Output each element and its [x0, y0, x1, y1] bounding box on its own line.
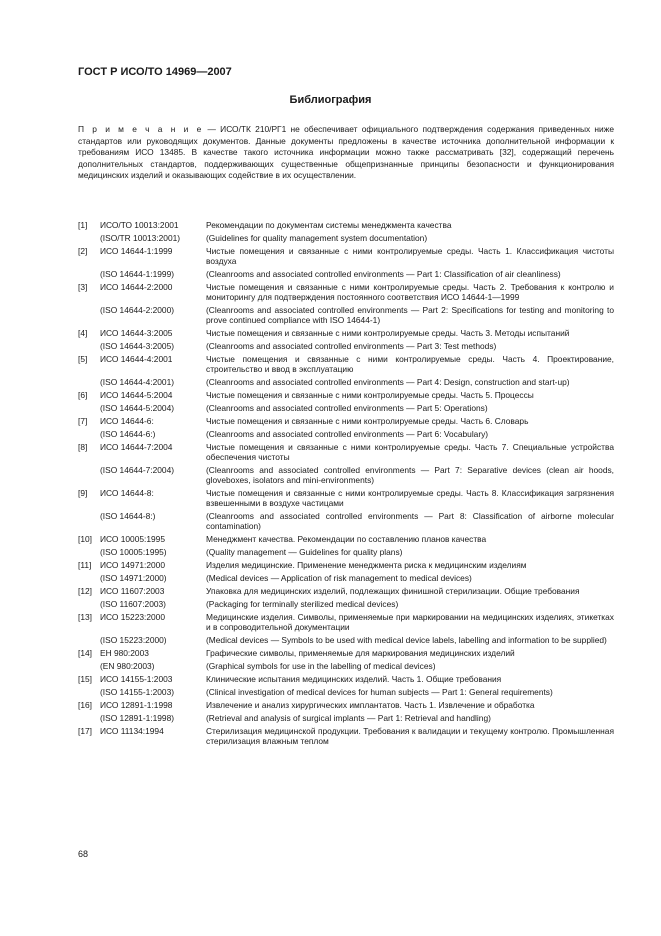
entry-standard: ИСО 14644-5:2004 [100, 390, 173, 400]
entry-description: (Medical devices — Application of risk management to medical devices) [206, 573, 472, 583]
entry-description: (Packaging for terminally sterilized medical devices) [206, 599, 399, 609]
entry-description: (Cleanrooms and associated controlled environments — Part 2: Specifications for testing and monitoring to prove continued compliance with ISO 14644-1) [206, 305, 614, 325]
entry-standard: (ISO 14155-1:2003) [100, 687, 175, 697]
page-number: 68 [78, 849, 89, 859]
entry-number [78, 687, 100, 697]
bibliography-entry [78, 573, 614, 583]
entry-number [78, 269, 100, 279]
bibliography-entry [78, 687, 614, 697]
entry-standard: (ISO/TR 10013:2001) [100, 233, 181, 243]
entry-number [78, 635, 100, 645]
entry-description: Клинические испытания медицинских изделий. Часть 1. Общие требования [206, 674, 502, 684]
bibliography-entry [78, 674, 614, 684]
entry-description: (Cleanrooms and associated controlled environments — Part 3: Test methods) [206, 341, 497, 351]
note-paragraph [78, 124, 614, 182]
bibliography-entry [78, 416, 614, 426]
entry-description: Менеджмент качества. Рекомендации по составлению планов качества [206, 534, 487, 544]
entry-standard: (ISO 14644-6:) [100, 429, 156, 439]
entry-description: Чистые помещения и связанные с ними контролируемые среды. Часть 5. Процессы [206, 390, 534, 400]
entry-description: (Clinical investigation of medical devices for human subjects — Part 1: General requirements) [206, 687, 553, 697]
bibliography-entry [78, 511, 614, 531]
bibliography-entry [78, 269, 614, 279]
entry-number: [17] [78, 726, 92, 736]
bibliography-list [78, 220, 614, 749]
bibliography-entry [78, 403, 614, 413]
bibliography-entry [78, 354, 614, 374]
bibliography-entry [78, 341, 614, 351]
entry-description: (Cleanrooms and associated controlled environments — Part 7: Separative devices (clean air hoods, gloveboxes, isolators and mini-environments) [206, 465, 614, 485]
entry-number [78, 661, 100, 671]
entry-description: Извлечение и анализ хирургических имплантатов. Часть 1. Извлечение и обработка [206, 700, 535, 710]
entry-description: Рекомендации по документам системы менеджмента качества [206, 220, 452, 230]
entry-number: [2] [78, 246, 88, 256]
entry-standard: (ISO 14644-3:2005) [100, 341, 175, 351]
entry-standard: ИСО 11134:1994 [100, 726, 164, 736]
bibliography-entry [78, 465, 614, 485]
note-text: — ИСО/ТК 210/РГ1 не обеспечивает официального подтверждения содержания приведенных ниже стандартов или руководящих документов. Данные документы предложены в качестве источника дополнительной информации к требованиям ИСО 13485. В качестве такого источника информации можно также рассматривать [32], содержащий перечень дополнительных стандартов, поддерживающих существенные общепризнанные принципы безопасности и функционирования медицинских изделий и оказывающих содействие в их осуществлении. [78, 124, 614, 181]
entry-description: (Guidelines for quality management system documentation) [206, 233, 428, 243]
entry-number [78, 573, 100, 583]
entry-number: [13] [78, 612, 92, 622]
entry-standard: (ISO 14644-2:2000) [100, 305, 175, 315]
entry-description: (Medical devices — Symbols to be used with medical device labels, labelling and information to be supplied) [206, 635, 607, 645]
entry-number [78, 713, 100, 723]
bibliography-entry [78, 246, 614, 266]
entry-standard: (ISO 12891-1:1998) [100, 713, 175, 723]
bibliography-entry [78, 488, 614, 508]
entry-number: [9] [78, 488, 88, 498]
entry-description: Медицинские изделия. Символы, применяемые при маркировании на медицинских изделиях, этикетках и в сопроводительной документации [206, 612, 614, 632]
entry-description: Стерилизация медицинской продукции. Требования к валидации и текущему контролю. Промышленная стерилизация влажным теплом [206, 726, 614, 746]
entry-standard: ИСО 14644-6: [100, 416, 154, 426]
entry-description: Чистые помещения и связанные с ними контролируемые среды. Часть 2. Требования к контролю и мониторингу для подтверждения постоянного соответствия ИСО 14644-1—1999 [206, 282, 614, 302]
entry-standard: ИСО 14644-3:2005 [100, 328, 173, 338]
entry-number [78, 511, 100, 531]
entry-description: Упаковка для медицинских изделий, подлежащих финишной стерилизации. Общие требования [206, 586, 580, 596]
entry-number: [14] [78, 648, 92, 658]
entry-standard: ИСО 14644-7:2004 [100, 442, 173, 452]
entry-standard: ИСО 12891-1:1998 [100, 700, 173, 710]
entry-standard: ИСО 11607:2003 [100, 586, 165, 596]
bibliography-entry [78, 560, 614, 570]
entry-standard: ИСО 14644-2:2000 [100, 282, 173, 292]
bibliography-entry [78, 599, 614, 609]
entry-number [78, 429, 100, 439]
page-title: Библиография [289, 94, 372, 106]
entry-description: Чистые помещения и связанные с ними контролируемые среды. Часть 6. Словарь [206, 416, 529, 426]
entry-standard: ИСО 14644-1:1999 [100, 246, 173, 256]
bibliography-entry [78, 220, 614, 230]
entry-number [78, 599, 100, 609]
entry-number [78, 403, 100, 413]
bibliography-entry [78, 700, 614, 710]
entry-number: [10] [78, 534, 92, 544]
entry-number: [15] [78, 674, 92, 684]
entry-standard: ИСО 14644-8: [100, 488, 154, 498]
entry-standard: (ISO 14644-5:2004) [100, 403, 175, 413]
entry-standard: (ISO 14971:2000) [100, 573, 167, 583]
entry-number: [12] [78, 586, 92, 596]
entry-description: Чистые помещения и связанные с ними контролируемые среды. Часть 8. Классификация загрязнения взвешенными в воздухе частицами [206, 488, 614, 508]
entry-number [78, 341, 100, 351]
bibliography-entry [78, 661, 614, 671]
entry-description: (Cleanrooms and associated controlled environments — Part 8: Classification of airborne molecular contamination) [206, 511, 614, 531]
entry-description: (Retrieval and analysis of surgical implants — Part 1: Retrieval and handling) [206, 713, 491, 723]
entry-standard: ИСО 15223:2000 [100, 612, 165, 622]
entry-description: (Graphical symbols for use in the labelling of medical devices) [206, 661, 436, 671]
entry-standard: ИСО 14971:2000 [100, 560, 165, 570]
bibliography-entry [78, 305, 614, 325]
bibliography-entry [78, 328, 614, 338]
entry-number: [4] [78, 328, 88, 338]
entry-description: (Cleanrooms and associated controlled environments — Part 6: Vocabulary) [206, 429, 489, 439]
bibliography-entry [78, 442, 614, 462]
note-label: П р и м е ч а н и е [78, 124, 204, 134]
entry-description: (Cleanrooms and associated controlled environments — Part 1: Classification of air cleanliness) [206, 269, 561, 279]
entry-description: Изделия медицинские. Применение менеджмента риска к медицинским изделиям [206, 560, 527, 570]
bibliography-entry [78, 377, 614, 387]
bibliography-entry [78, 429, 614, 439]
document-header: ГОСТ Р ИСО/ТО 14969—2007 [78, 66, 232, 78]
entry-number: [7] [78, 416, 88, 426]
entry-description: Чистые помещения и связанные с ними контролируемые среды. Часть 4. Проектирование, строительство и ввод в эксплуатацию [206, 354, 614, 374]
entry-description: Чистые помещения и связанные с ними контролируемые среды. Часть 3. Методы испытаний [206, 328, 570, 338]
bibliography-entry [78, 648, 614, 658]
entry-number: [16] [78, 700, 92, 710]
entry-description: (Quality management — Guidelines for quality plans) [206, 547, 403, 557]
entry-description: (Cleanrooms and associated controlled environments — Part 5: Operations) [206, 403, 488, 413]
entry-number [78, 305, 100, 325]
entry-standard: ИСО/ТО 10013:2001 [100, 220, 179, 230]
bibliography-entry [78, 282, 614, 302]
bibliography-entry [78, 390, 614, 400]
entry-standard: (ISO 14644-4:2001) [100, 377, 175, 387]
entry-standard: ИСО 10005:1995 [100, 534, 165, 544]
bibliography-entry [78, 534, 614, 544]
entry-description: (Cleanrooms and associated controlled environments — Part 4: Design, construction and start-up) [206, 377, 570, 387]
entry-number [78, 377, 100, 387]
bibliography-entry [78, 635, 614, 645]
entry-standard: (ISO 11607:2003) [100, 599, 166, 609]
bibliography-entry [78, 713, 614, 723]
entry-number [78, 233, 100, 243]
entry-description: Чистые помещения и связанные с ними контролируемые среды. Часть 1. Классификация чистоты воздуха [206, 246, 614, 266]
entry-number: [1] [78, 220, 88, 230]
entry-number: [3] [78, 282, 88, 292]
entry-description: Графические символы, применяемые для маркирования медицинских изделий [206, 648, 515, 658]
entry-standard: (ISO 14644-7:2004) [100, 465, 175, 475]
bibliography-entry [78, 612, 614, 632]
entry-standard: (ISO 14644-8:) [100, 511, 156, 521]
entry-standard: (ISO 14644-1:1999) [100, 269, 175, 279]
bibliography-entry [78, 233, 614, 243]
entry-standard: ИСО 14644-4:2001 [100, 354, 173, 364]
entry-number: [11] [78, 560, 92, 570]
entry-standard: (EN 980:2003) [100, 661, 155, 671]
bibliography-entry [78, 586, 614, 596]
entry-standard: (ISO 15223:2000) [100, 635, 167, 645]
entry-number [78, 547, 100, 557]
entry-standard: EH 980:2003 [100, 648, 149, 658]
entry-number: [5] [78, 354, 88, 364]
entry-description: Чистые помещения и связанные с ними контролируемые среды. Часть 7. Специальные устройства обеспечения чистоты [206, 442, 614, 462]
entry-standard: ИСО 14155-1:2003 [100, 674, 173, 684]
bibliography-entry [78, 726, 614, 746]
bibliography-entry [78, 547, 614, 557]
entry-number [78, 465, 100, 485]
entry-number: [6] [78, 390, 88, 400]
entry-standard: (ISO 10005:1995) [100, 547, 167, 557]
entry-number: [8] [78, 442, 88, 452]
